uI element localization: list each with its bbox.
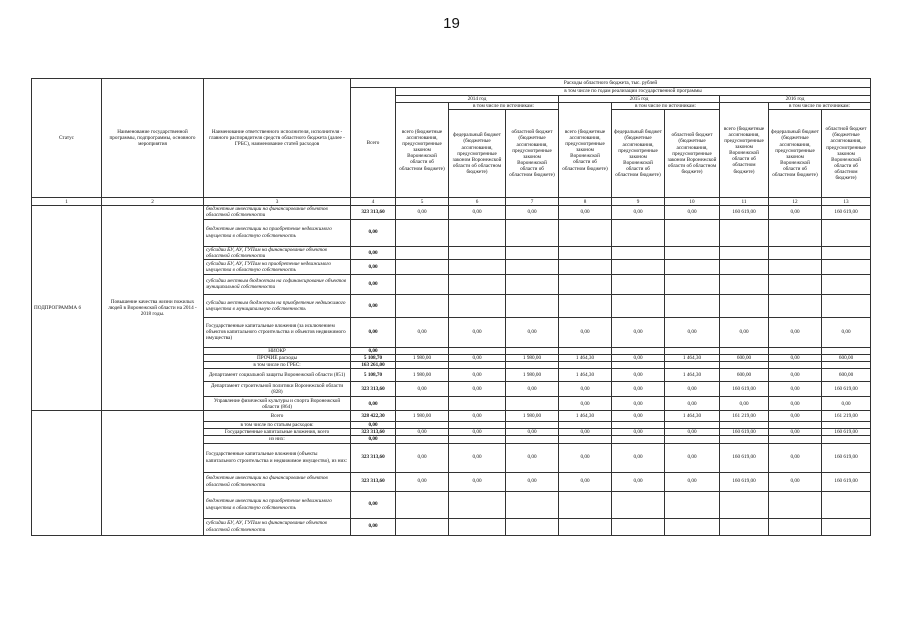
value-cell	[559, 422, 612, 429]
value-cell	[720, 518, 769, 535]
program-cell-empty	[102, 411, 204, 535]
year-2014-header: 2014 год	[396, 96, 559, 103]
value-cell: 0,00	[769, 382, 822, 397]
value-cell	[449, 436, 506, 443]
value-cell: 0,00	[665, 429, 720, 436]
colnum: 3	[204, 198, 351, 206]
table-row	[32, 206, 871, 219]
col-fed-2015: федеральный бюджет (бюджетные ассигнования, предусмотренные законом Воронежской области об областном бюджете)	[612, 110, 665, 198]
expenses-table	[31, 78, 871, 536]
value-cell: 1 464,30	[559, 369, 612, 382]
value-cell	[720, 259, 769, 274]
value-cell: 160 619,00	[720, 472, 769, 491]
value-cell: 0,00	[449, 354, 506, 361]
value-cell	[449, 274, 506, 294]
col-obl-2014: областной бюджет (бюджетные ассигнования, предусмотренные законом Воронежской области об областном бюджете)	[506, 110, 559, 198]
value-cell	[720, 422, 769, 429]
row-label: ПРОЧИЕ расходы	[204, 354, 351, 361]
value-cell	[822, 436, 871, 443]
sources-2016: в том числе по источникам:	[769, 103, 871, 110]
col-all-2015: всего (бюджетные ассигнования, предусмотренные законом Воронежской области об областном бюджете)	[559, 103, 612, 198]
value-cell: 1 464,30	[559, 411, 612, 422]
value-cell: 0,00	[612, 397, 665, 411]
col-program-header: Наименование государственной программы, подпрограммы, основного мероприятия	[102, 79, 204, 198]
value-cell: 0,00	[449, 369, 506, 382]
value-cell	[612, 259, 665, 274]
page-number: 19	[443, 15, 460, 32]
row-label: Департамент строительной политики Воронежской области (828)	[204, 382, 351, 397]
value-cell	[769, 274, 822, 294]
value-cell: 5 108,70	[351, 354, 396, 361]
value-cell: 1 464,30	[665, 369, 720, 382]
status-cell-empty	[32, 411, 102, 535]
value-cell	[396, 219, 449, 246]
value-cell: 0,00	[769, 472, 822, 491]
value-cell	[506, 422, 559, 429]
value-cell: 160 619,00	[822, 443, 871, 472]
value-cell	[559, 246, 612, 259]
value-cell	[720, 347, 769, 354]
value-cell	[822, 259, 871, 274]
row-label: Всего	[204, 411, 351, 422]
value-cell: 323 313,60	[351, 472, 396, 491]
colnum: 13	[822, 198, 871, 206]
row-label: субсидии местным бюджетам на софинансирование объектов муниципальной собственности	[204, 274, 351, 294]
value-cell: 0,00	[351, 274, 396, 294]
value-cell: 0,00	[822, 397, 871, 411]
colnum: 1	[32, 198, 102, 206]
value-cell	[559, 436, 612, 443]
value-cell: 0,00	[396, 472, 449, 491]
value-cell	[559, 274, 612, 294]
value-cell	[822, 347, 871, 354]
value-cell	[665, 436, 720, 443]
value-cell	[612, 347, 665, 354]
value-cell: 0,00	[612, 206, 665, 219]
colnum: 6	[449, 198, 506, 206]
value-cell	[769, 491, 822, 518]
table-header	[32, 79, 871, 206]
row-label: субсидии местным бюджетам на приобретение недвижимого имущества в муниципальную собственность	[204, 294, 351, 317]
value-cell: 600,00	[720, 354, 769, 361]
value-cell	[449, 294, 506, 317]
value-cell: 600,00	[822, 369, 871, 382]
value-cell	[449, 246, 506, 259]
value-cell	[396, 518, 449, 535]
value-cell: 160 619,00	[822, 382, 871, 397]
col-all-2014: всего (бюджетные ассигнования, предусмотренные законом Воронежской области об областном бюджете)	[396, 103, 449, 198]
value-cell	[449, 397, 506, 411]
value-cell	[720, 219, 769, 246]
value-cell: 0,00	[351, 246, 396, 259]
value-cell: 0,00	[506, 429, 559, 436]
value-cell	[506, 347, 559, 354]
value-cell: 1 464,30	[665, 411, 720, 422]
value-cell	[506, 491, 559, 518]
value-cell	[612, 246, 665, 259]
value-cell: 1 980,00	[396, 354, 449, 361]
value-cell	[720, 246, 769, 259]
value-cell	[665, 246, 720, 259]
colnum: 7	[506, 198, 559, 206]
value-cell: 0,00	[559, 443, 612, 472]
value-cell: 5 108,70	[351, 369, 396, 382]
value-cell: 0,00	[769, 317, 822, 347]
value-cell: 600,00	[720, 369, 769, 382]
value-cell	[559, 219, 612, 246]
value-cell: 0,00	[769, 397, 822, 411]
value-cell	[506, 274, 559, 294]
value-cell	[506, 259, 559, 274]
value-cell	[612, 294, 665, 317]
colnum: 9	[612, 198, 665, 206]
value-cell	[396, 397, 449, 411]
value-cell: 0,00	[559, 429, 612, 436]
col-obl-2015: областной бюджет (бюджетные ассигнования, предусмотренные законом Воронежской области об областном бюджете)	[665, 110, 720, 198]
value-cell	[612, 274, 665, 294]
value-cell: 323 313,60	[351, 206, 396, 219]
value-cell	[665, 274, 720, 294]
value-cell: 0,00	[351, 294, 396, 317]
value-cell: 1 980,00	[506, 354, 559, 361]
value-cell: 0,00	[449, 206, 506, 219]
value-cell: 0,00	[665, 443, 720, 472]
value-cell: 0,00	[351, 436, 396, 443]
col-all-2016: всего (бюджетные ассигнования, предусмотренные законом Воронежской области об областном бюджете)	[720, 103, 769, 198]
value-cell: 1 980,00	[506, 369, 559, 382]
col-obl-2016: областной бюджет (бюджетные ассигнования, предусмотренные законом Воронежской области об областном бюджете)	[822, 110, 871, 198]
value-cell	[612, 219, 665, 246]
value-cell: 0,00	[612, 411, 665, 422]
value-cell	[769, 259, 822, 274]
value-cell	[612, 362, 665, 369]
value-cell	[612, 491, 665, 518]
value-cell: 0,00	[769, 354, 822, 361]
row-label: Государственные капитальные вложения (за исключением объектов капитального строительства и объектов недвижимого имущества)	[204, 317, 351, 347]
value-cell	[665, 422, 720, 429]
value-cell: 0,00	[351, 317, 396, 347]
value-cell	[396, 436, 449, 443]
row-label: в том числе по статьям расходов:	[204, 422, 351, 429]
value-cell: 160 619,00	[822, 206, 871, 219]
colnum: 2	[102, 198, 204, 206]
row-label: Департамент социальной защиты Воронежской области (851)	[204, 369, 351, 382]
value-cell	[769, 246, 822, 259]
value-cell: 0,00	[449, 443, 506, 472]
value-cell: 0,00	[449, 429, 506, 436]
value-cell: 0,00	[612, 472, 665, 491]
value-cell	[822, 491, 871, 518]
value-cell: 0,00	[769, 206, 822, 219]
value-cell	[720, 274, 769, 294]
colnum: 8	[559, 198, 612, 206]
value-cell	[665, 347, 720, 354]
value-cell	[506, 436, 559, 443]
subprogram-next-body	[32, 411, 871, 535]
sources-2015: в том числе по источникам:	[612, 103, 720, 110]
value-cell	[449, 362, 506, 369]
value-cell: 0,00	[351, 518, 396, 535]
value-cell	[769, 422, 822, 429]
value-cell	[449, 491, 506, 518]
value-cell	[665, 491, 720, 518]
value-cell: 0,00	[559, 397, 612, 411]
status-cell: ПОДПРОГРАММА 6	[32, 206, 102, 411]
value-cell: 0,00	[665, 397, 720, 411]
row-label: субсидии БУ, АУ, ГУПам на финансирование объектов областной собственности	[204, 246, 351, 259]
row-label: бюджетные инвестиции на приобретение недвижимого имущества в областную собственность	[204, 219, 351, 246]
col-fed-2016: федеральный бюджет (бюджетные ассигнования, предусмотренные законом Воронежской области об областном бюджете)	[769, 110, 822, 198]
value-cell: 0,00	[612, 429, 665, 436]
value-cell	[396, 362, 449, 369]
column-numbers-row	[32, 198, 871, 206]
value-cell: 0,00	[351, 347, 396, 354]
by-years-header: в том числе по годам реализации государственной программы	[396, 88, 871, 96]
sources-2014: в том числе по источникам:	[449, 103, 559, 110]
value-cell: 600,00	[822, 354, 871, 361]
value-cell: 0,00	[351, 491, 396, 518]
value-cell	[822, 219, 871, 246]
value-cell: 0,00	[449, 411, 506, 422]
expenses-header: Расходы областного бюджета, тыс. рублей	[351, 79, 871, 88]
value-cell: 0,00	[351, 259, 396, 274]
value-cell	[506, 518, 559, 535]
value-cell	[769, 518, 822, 535]
row-label: из них:	[204, 436, 351, 443]
year-2016-header: 2016 год	[720, 96, 871, 103]
row-label: в том числе по ГРБС:	[204, 362, 351, 369]
value-cell	[769, 347, 822, 354]
value-cell	[506, 362, 559, 369]
value-cell: 161 219,00	[720, 411, 769, 422]
value-cell: 0,00	[720, 397, 769, 411]
value-cell: 1 464,30	[665, 354, 720, 361]
value-cell: 160 619,00	[720, 382, 769, 397]
value-cell: 328 422,30	[351, 411, 396, 422]
value-cell	[396, 259, 449, 274]
value-cell	[506, 397, 559, 411]
value-cell: 1 980,00	[396, 369, 449, 382]
value-cell: 0,00	[396, 206, 449, 219]
value-cell	[822, 294, 871, 317]
colnum: 4	[351, 198, 396, 206]
value-cell	[822, 518, 871, 535]
value-cell: 0,00	[612, 382, 665, 397]
col-fed-2014: федеральный бюджет (бюджетные ассигнования, предусмотренные законом Воронежской области об областном бюджете)	[449, 110, 506, 198]
colnum: 12	[769, 198, 822, 206]
value-cell: 161 219,00	[822, 411, 871, 422]
row-label: бюджетные инвестиции на финансирование объектов областной собственности	[204, 472, 351, 491]
row-label: Государственные капитальные вложения (объекты капитального строительства и недвижимое имущество), из них:	[204, 443, 351, 472]
subprogram-6-body	[32, 206, 871, 411]
value-cell	[396, 491, 449, 518]
value-cell: 0,00	[665, 472, 720, 491]
value-cell: 0,00	[559, 382, 612, 397]
value-cell: 0,00	[351, 397, 396, 411]
value-cell: 0,00	[559, 317, 612, 347]
value-cell	[449, 259, 506, 274]
value-cell: 323 313,60	[351, 382, 396, 397]
value-cell	[769, 362, 822, 369]
value-cell: 0,00	[612, 354, 665, 361]
value-cell	[449, 518, 506, 535]
value-cell	[720, 362, 769, 369]
value-cell: 0,00	[665, 382, 720, 397]
value-cell	[396, 274, 449, 294]
value-cell: 0,00	[612, 317, 665, 347]
value-cell: 0,00	[559, 472, 612, 491]
value-cell: 323 313,60	[351, 429, 396, 436]
value-cell: 160 619,00	[720, 429, 769, 436]
value-cell: 1 464,30	[559, 354, 612, 361]
col-executor-header: Наименование ответственного исполнителя, исполнителя - главного распорядителя средств областного бюджета (далее - ГРБС), наименование статей расходов	[204, 79, 351, 198]
colnum: 5	[396, 198, 449, 206]
value-cell: 0,00	[665, 317, 720, 347]
value-cell: 0,00	[396, 382, 449, 397]
value-cell	[506, 246, 559, 259]
row-label: Государственные капитальные вложения, всего	[204, 429, 351, 436]
value-cell	[559, 259, 612, 274]
value-cell: 323 313,60	[351, 443, 396, 472]
value-cell: 160 619,00	[720, 206, 769, 219]
value-cell	[665, 259, 720, 274]
value-cell	[665, 362, 720, 369]
row-label: субсидии БУ, АУ, ГУПам на финансирование объектов областной собственности	[204, 518, 351, 535]
col-status-header: Статус	[32, 79, 102, 198]
value-cell: 0,00	[665, 206, 720, 219]
value-cell: 0,00	[396, 429, 449, 436]
value-cell: 0,00	[506, 206, 559, 219]
program-cell: Повышение качества жизни пожилых людей в Воронежской области на 2014 - 2018 годы.	[102, 206, 204, 411]
value-cell: 0,00	[351, 219, 396, 246]
value-cell: 0,00	[612, 443, 665, 472]
value-cell	[559, 294, 612, 317]
value-cell	[396, 294, 449, 317]
value-cell	[612, 436, 665, 443]
table-row	[32, 411, 871, 422]
value-cell: 0,00	[769, 411, 822, 422]
value-cell	[449, 422, 506, 429]
value-cell	[769, 219, 822, 246]
value-cell: 163 261,00	[351, 362, 396, 369]
value-cell: 0,00	[612, 369, 665, 382]
value-cell	[559, 362, 612, 369]
row-label: НИОКР	[204, 347, 351, 354]
value-cell: 160 619,00	[822, 429, 871, 436]
value-cell	[612, 422, 665, 429]
col-total-header: Всего	[351, 88, 396, 198]
row-label: субсидии БУ, АУ, ГУПам на приобретение недвижимого имущества в областную собственность	[204, 259, 351, 274]
value-cell	[665, 518, 720, 535]
value-cell	[769, 436, 822, 443]
value-cell: 1 980,00	[396, 411, 449, 422]
row-label: бюджетные инвестиции на приобретение недвижимого имущества в областную собственность	[204, 491, 351, 518]
value-cell: 0,00	[720, 317, 769, 347]
value-cell: 0,00	[559, 206, 612, 219]
value-cell	[506, 294, 559, 317]
value-cell: 0,00	[351, 422, 396, 429]
value-cell	[822, 362, 871, 369]
value-cell: 0,00	[396, 317, 449, 347]
value-cell: 1 980,00	[506, 411, 559, 422]
value-cell: 0,00	[506, 317, 559, 347]
colnum: 10	[665, 198, 720, 206]
value-cell	[720, 491, 769, 518]
value-cell	[449, 219, 506, 246]
value-cell	[822, 422, 871, 429]
year-2015-header: 2015 год	[559, 96, 720, 103]
value-cell: 0,00	[396, 443, 449, 472]
value-cell	[396, 422, 449, 429]
value-cell	[559, 347, 612, 354]
value-cell: 0,00	[506, 443, 559, 472]
value-cell: 0,00	[506, 382, 559, 397]
value-cell: 160 619,00	[720, 443, 769, 472]
value-cell	[769, 294, 822, 317]
value-cell	[665, 294, 720, 317]
value-cell: 0,00	[506, 472, 559, 491]
value-cell	[396, 347, 449, 354]
row-label: бюджетные инвестиции на финансирование объектов областной собственности	[204, 206, 351, 219]
colnum: 11	[720, 198, 769, 206]
value-cell	[822, 246, 871, 259]
value-cell	[559, 491, 612, 518]
value-cell	[720, 294, 769, 317]
value-cell: 0,00	[769, 443, 822, 472]
value-cell	[612, 518, 665, 535]
value-cell: 0,00	[769, 429, 822, 436]
value-cell: 0,00	[769, 369, 822, 382]
value-cell: 160 619,00	[822, 472, 871, 491]
value-cell: 0,00	[449, 472, 506, 491]
value-cell: 0,00	[449, 317, 506, 347]
value-cell	[720, 436, 769, 443]
value-cell	[396, 246, 449, 259]
value-cell	[822, 274, 871, 294]
value-cell	[665, 219, 720, 246]
row-label: Управление физической культуры и спорта Воронежской области (864)	[204, 397, 351, 411]
value-cell	[506, 219, 559, 246]
value-cell	[559, 518, 612, 535]
value-cell	[449, 347, 506, 354]
value-cell: 0,00	[822, 317, 871, 347]
value-cell: 0,00	[449, 382, 506, 397]
